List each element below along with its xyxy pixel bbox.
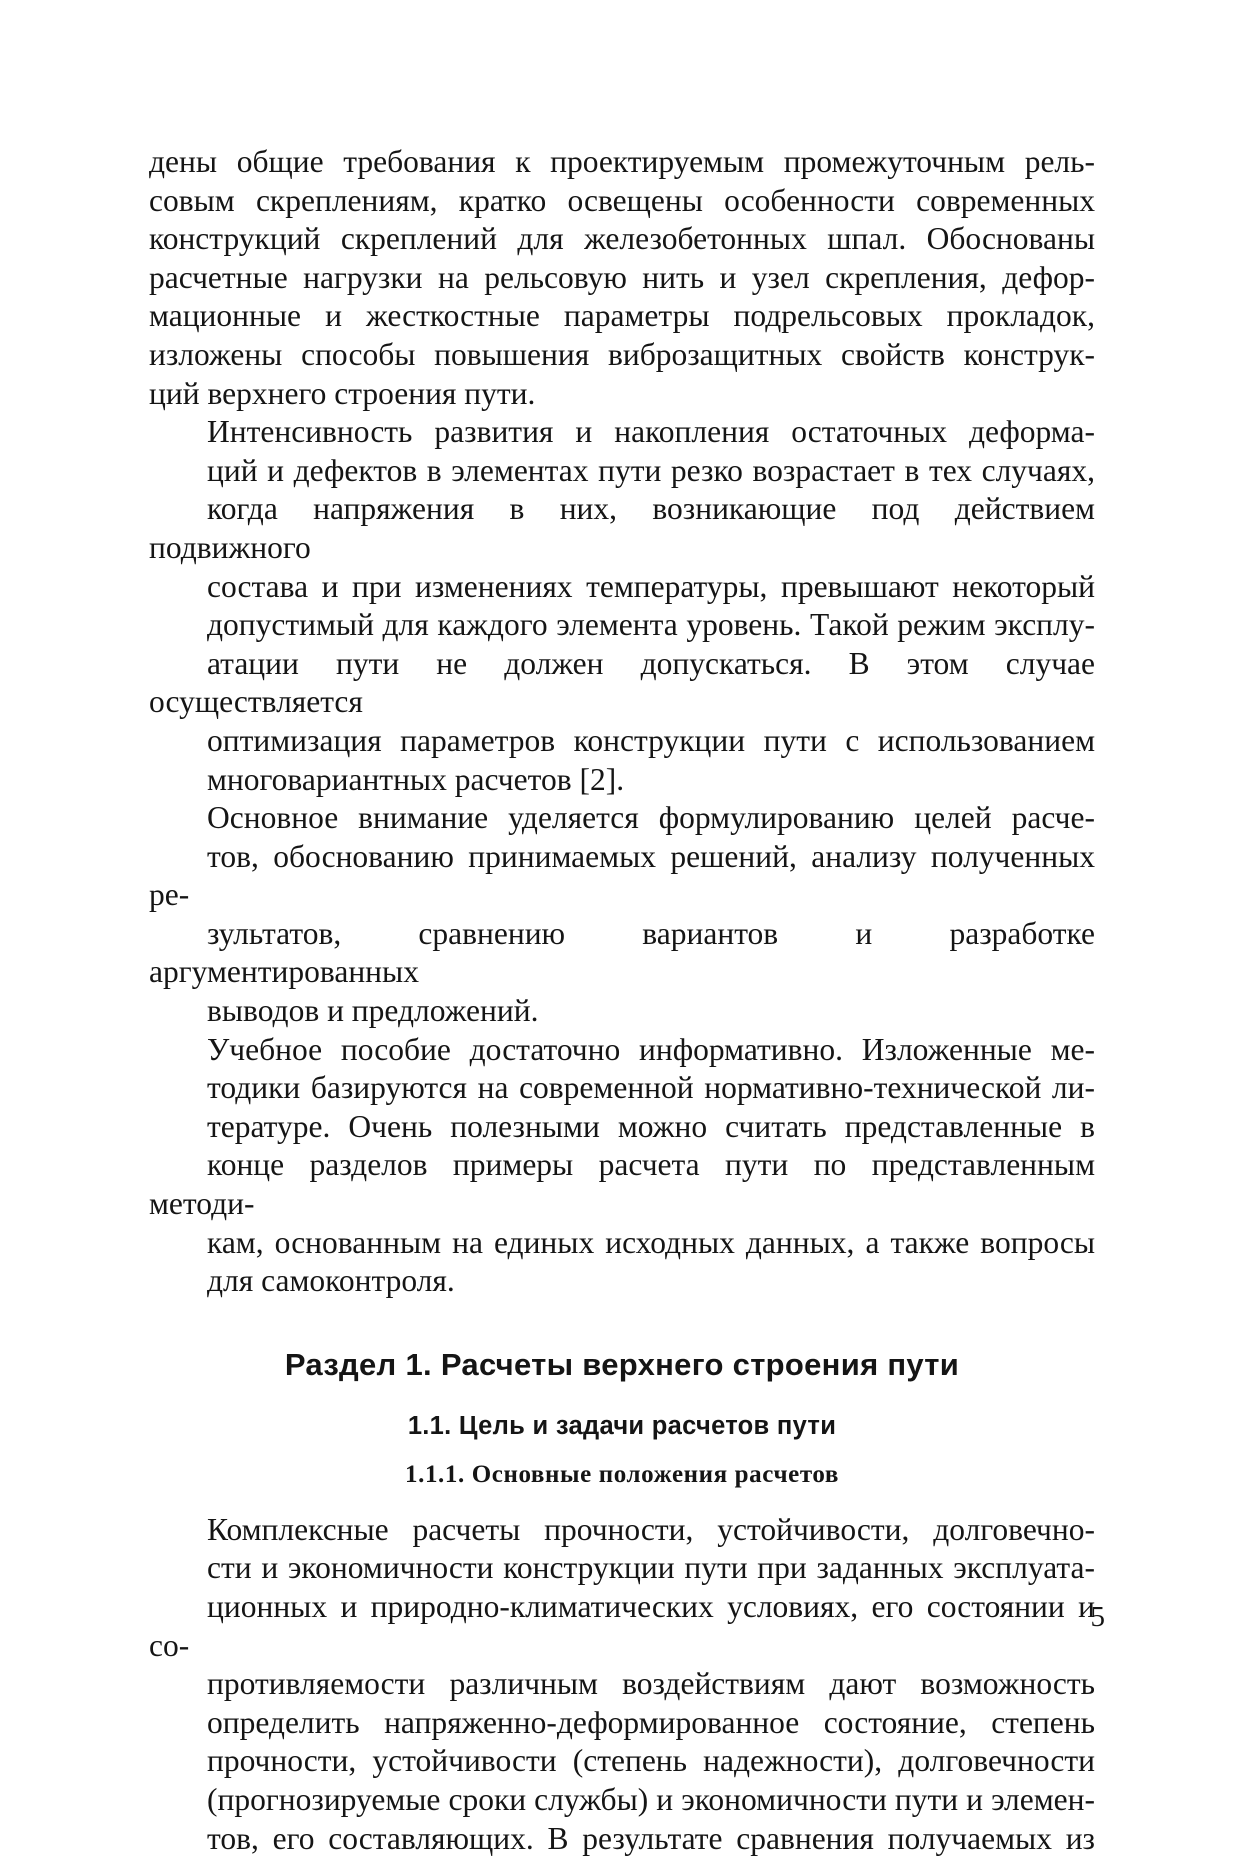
text-line: сти и экономичности конструкции пути при заданных эксплуата- [207,1550,1095,1586]
text-line: кам, основанным на единых исходных данных, а также вопросы [207,1224,1095,1260]
body-paragraphs [149,1511,1095,1858]
text-line: Основное внимание уделяется формулированию целей расче- [207,800,1095,836]
text-line: изложены способы повышения виброзащитных свойств конструк- [149,336,1095,372]
text-line: ционных и природно-климатических условиях, его состоянии и со- [149,1589,1095,1663]
page-number: 5 [1090,1601,1105,1633]
text-line: когда напряжения в них, возникающие под действием подвижного [149,491,1095,565]
body-paragraph [149,1511,1095,1858]
text-line: конце разделов примеры расчета пути по представленным методи- [149,1147,1095,1222]
text-line: состава и при изменениях температуры, превышают некоторый [207,568,1095,604]
intro-paragraph [149,143,1095,413]
text-line: Интенсивность развития и накопления остаточных деформа- [207,414,1095,450]
text-line: мационные и жесткостные параметры подрельсовых прокладок, [149,298,1095,334]
text-line: Учебное пособие достаточно информативно. Изложенные ме- [207,1031,1095,1067]
intro-paragraph [149,1031,1095,1301]
text-line: выводов и предложений. [207,993,539,1029]
subsubsection-heading: 1.1.1. Основные положения расчетов [405,1460,839,1488]
text-block [149,143,1095,1858]
text-line: противляемости различным воздействиям дают возможность [207,1666,1095,1702]
text-line: многовариантных расчетов [2]. [207,761,625,797]
text-line: прочности, устойчивости (степень надежности), долговечности [207,1743,1095,1779]
text-line: расчетные нагрузки на рельсовую нить и узел скрепления, дефор- [149,259,1095,295]
text-line: тов, обоснованию принимаемых решений, анализу полученных ре- [149,838,1095,913]
text-line: допустимый для каждого элемента уровень. Такой режим эксплу- [207,607,1095,643]
text-line: конструкций скреплений для железобетонных шпал. Обоснованы [149,221,1095,257]
text-line: ций и дефектов в элементах пути резко возрастает в тех случаях, [207,452,1095,488]
text-line: дены общие требования к проектируемым промежуточным рель- [149,144,1095,179]
intro-paragraph [149,413,1095,799]
text-line: тодики базируются на современной нормативно-технической ли- [207,1070,1095,1106]
text-line: для самоконтроля. [207,1263,455,1299]
text-line: (прогнозируемые сроки службы) и экономичности пути и элемен- [207,1781,1095,1817]
section-heading: Раздел 1. Расчеты верхнего строения пути [284,1346,960,1382]
text-line: Комплексные расчеты прочности, устойчивости, долговечно- [207,1511,1095,1547]
text-line: тов, его составляющих. В результате сравнения получаемых из [207,1820,1095,1856]
intro-paragraph [149,799,1095,1031]
text-line: атации пути не должен допускаться. В этом случае осуществляется [149,645,1095,720]
intro-paragraphs [149,143,1095,1301]
text-line: оптимизация параметров конструкции пути с использованием [207,722,1095,758]
text-line: определить напряженно-деформированное состояние, степень [207,1704,1095,1740]
text-line: зультатов, сравнению вариантов и разработке аргументированных [149,915,1095,990]
text-line: ций верхнего строения пути. [149,375,536,411]
text-line: тературе. Очень полезными можно считать представленные в [207,1108,1095,1144]
text-line: совым скреплениям, кратко освещены особенности современных [149,182,1095,218]
subsection-heading: 1.1. Цель и задачи расчетов пути [407,1411,837,1440]
